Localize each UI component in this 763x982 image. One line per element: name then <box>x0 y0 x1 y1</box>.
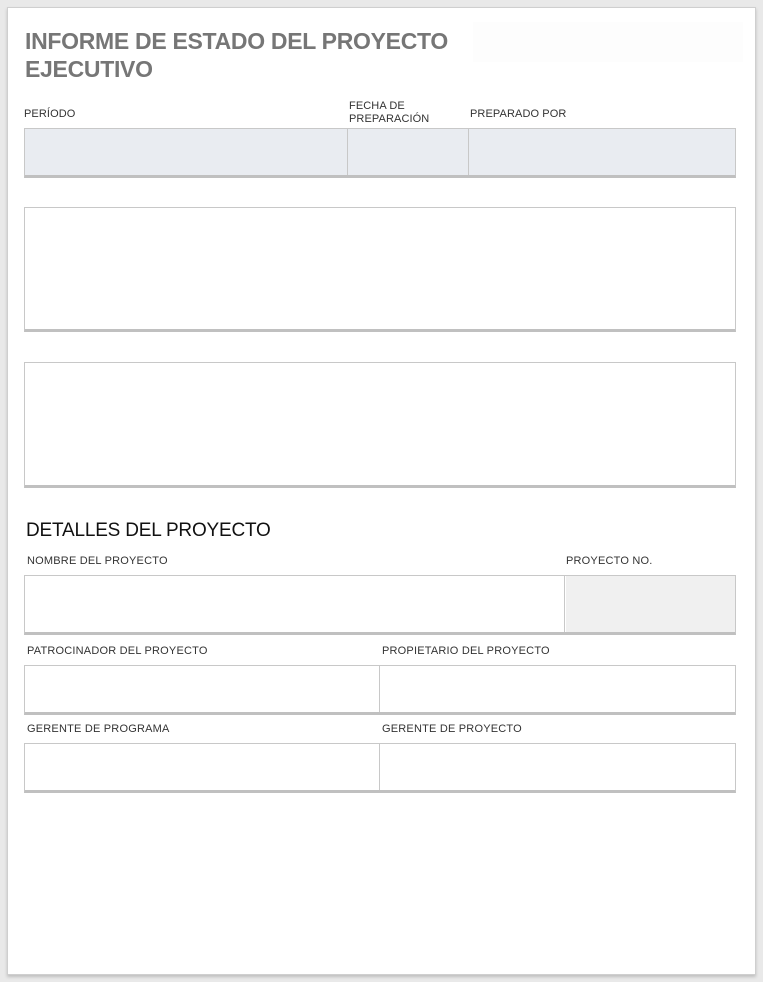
document-page <box>7 7 756 975</box>
prepared-by-label: PREPARADO POR <box>470 108 567 120</box>
project-no-label: PROYECTO NO. <box>566 555 653 567</box>
text-area-2[interactable] <box>24 362 736 488</box>
prepared-by-input[interactable] <box>470 129 734 175</box>
title-line-2: EJECUTIVO <box>25 56 153 82</box>
prep-date-label <box>349 100 429 126</box>
project-name-label: NOMBRE DEL PROYECTO <box>27 555 168 567</box>
header-divider-2 <box>468 129 469 175</box>
header-fields-row <box>24 128 736 178</box>
program-manager-input[interactable] <box>25 744 379 790</box>
managers-row <box>24 743 736 793</box>
title-line-1: INFORME DE ESTADO DEL PROYECTO <box>25 28 448 54</box>
project-details-heading: DETALLES DEL PROYECTO <box>26 520 271 541</box>
project-manager-input[interactable] <box>381 744 735 790</box>
program-manager-label: GERENTE DE PROGRAMA <box>27 723 170 735</box>
prep-date-input[interactable] <box>349 129 468 175</box>
header-divider-1 <box>347 129 348 175</box>
project-name-input[interactable] <box>25 576 564 632</box>
sponsor-label: PATROCINADOR DEL PROYECTO <box>27 645 208 657</box>
document-title <box>25 27 465 83</box>
prep-date-label-line-1: FECHA DE <box>349 100 405 112</box>
managers-divider <box>379 744 380 790</box>
period-input[interactable] <box>25 129 347 175</box>
owner-input[interactable] <box>381 666 735 712</box>
prep-date-label-line-2: PREPARACIÓN <box>349 113 430 125</box>
project-manager-label: GERENTE DE PROYECTO <box>382 723 522 735</box>
period-label: PERÍODO <box>24 108 76 120</box>
project-name-row <box>24 575 736 635</box>
project-row-divider <box>564 576 565 632</box>
logo-placeholder[interactable] <box>473 22 743 62</box>
sponsor-input[interactable] <box>25 666 379 712</box>
project-no-input[interactable] <box>566 576 735 632</box>
sponsor-owner-divider <box>379 666 380 712</box>
owner-label: PROPIETARIO DEL PROYECTO <box>382 645 550 657</box>
text-area-1[interactable] <box>24 207 736 332</box>
sponsor-owner-row <box>24 665 736 715</box>
